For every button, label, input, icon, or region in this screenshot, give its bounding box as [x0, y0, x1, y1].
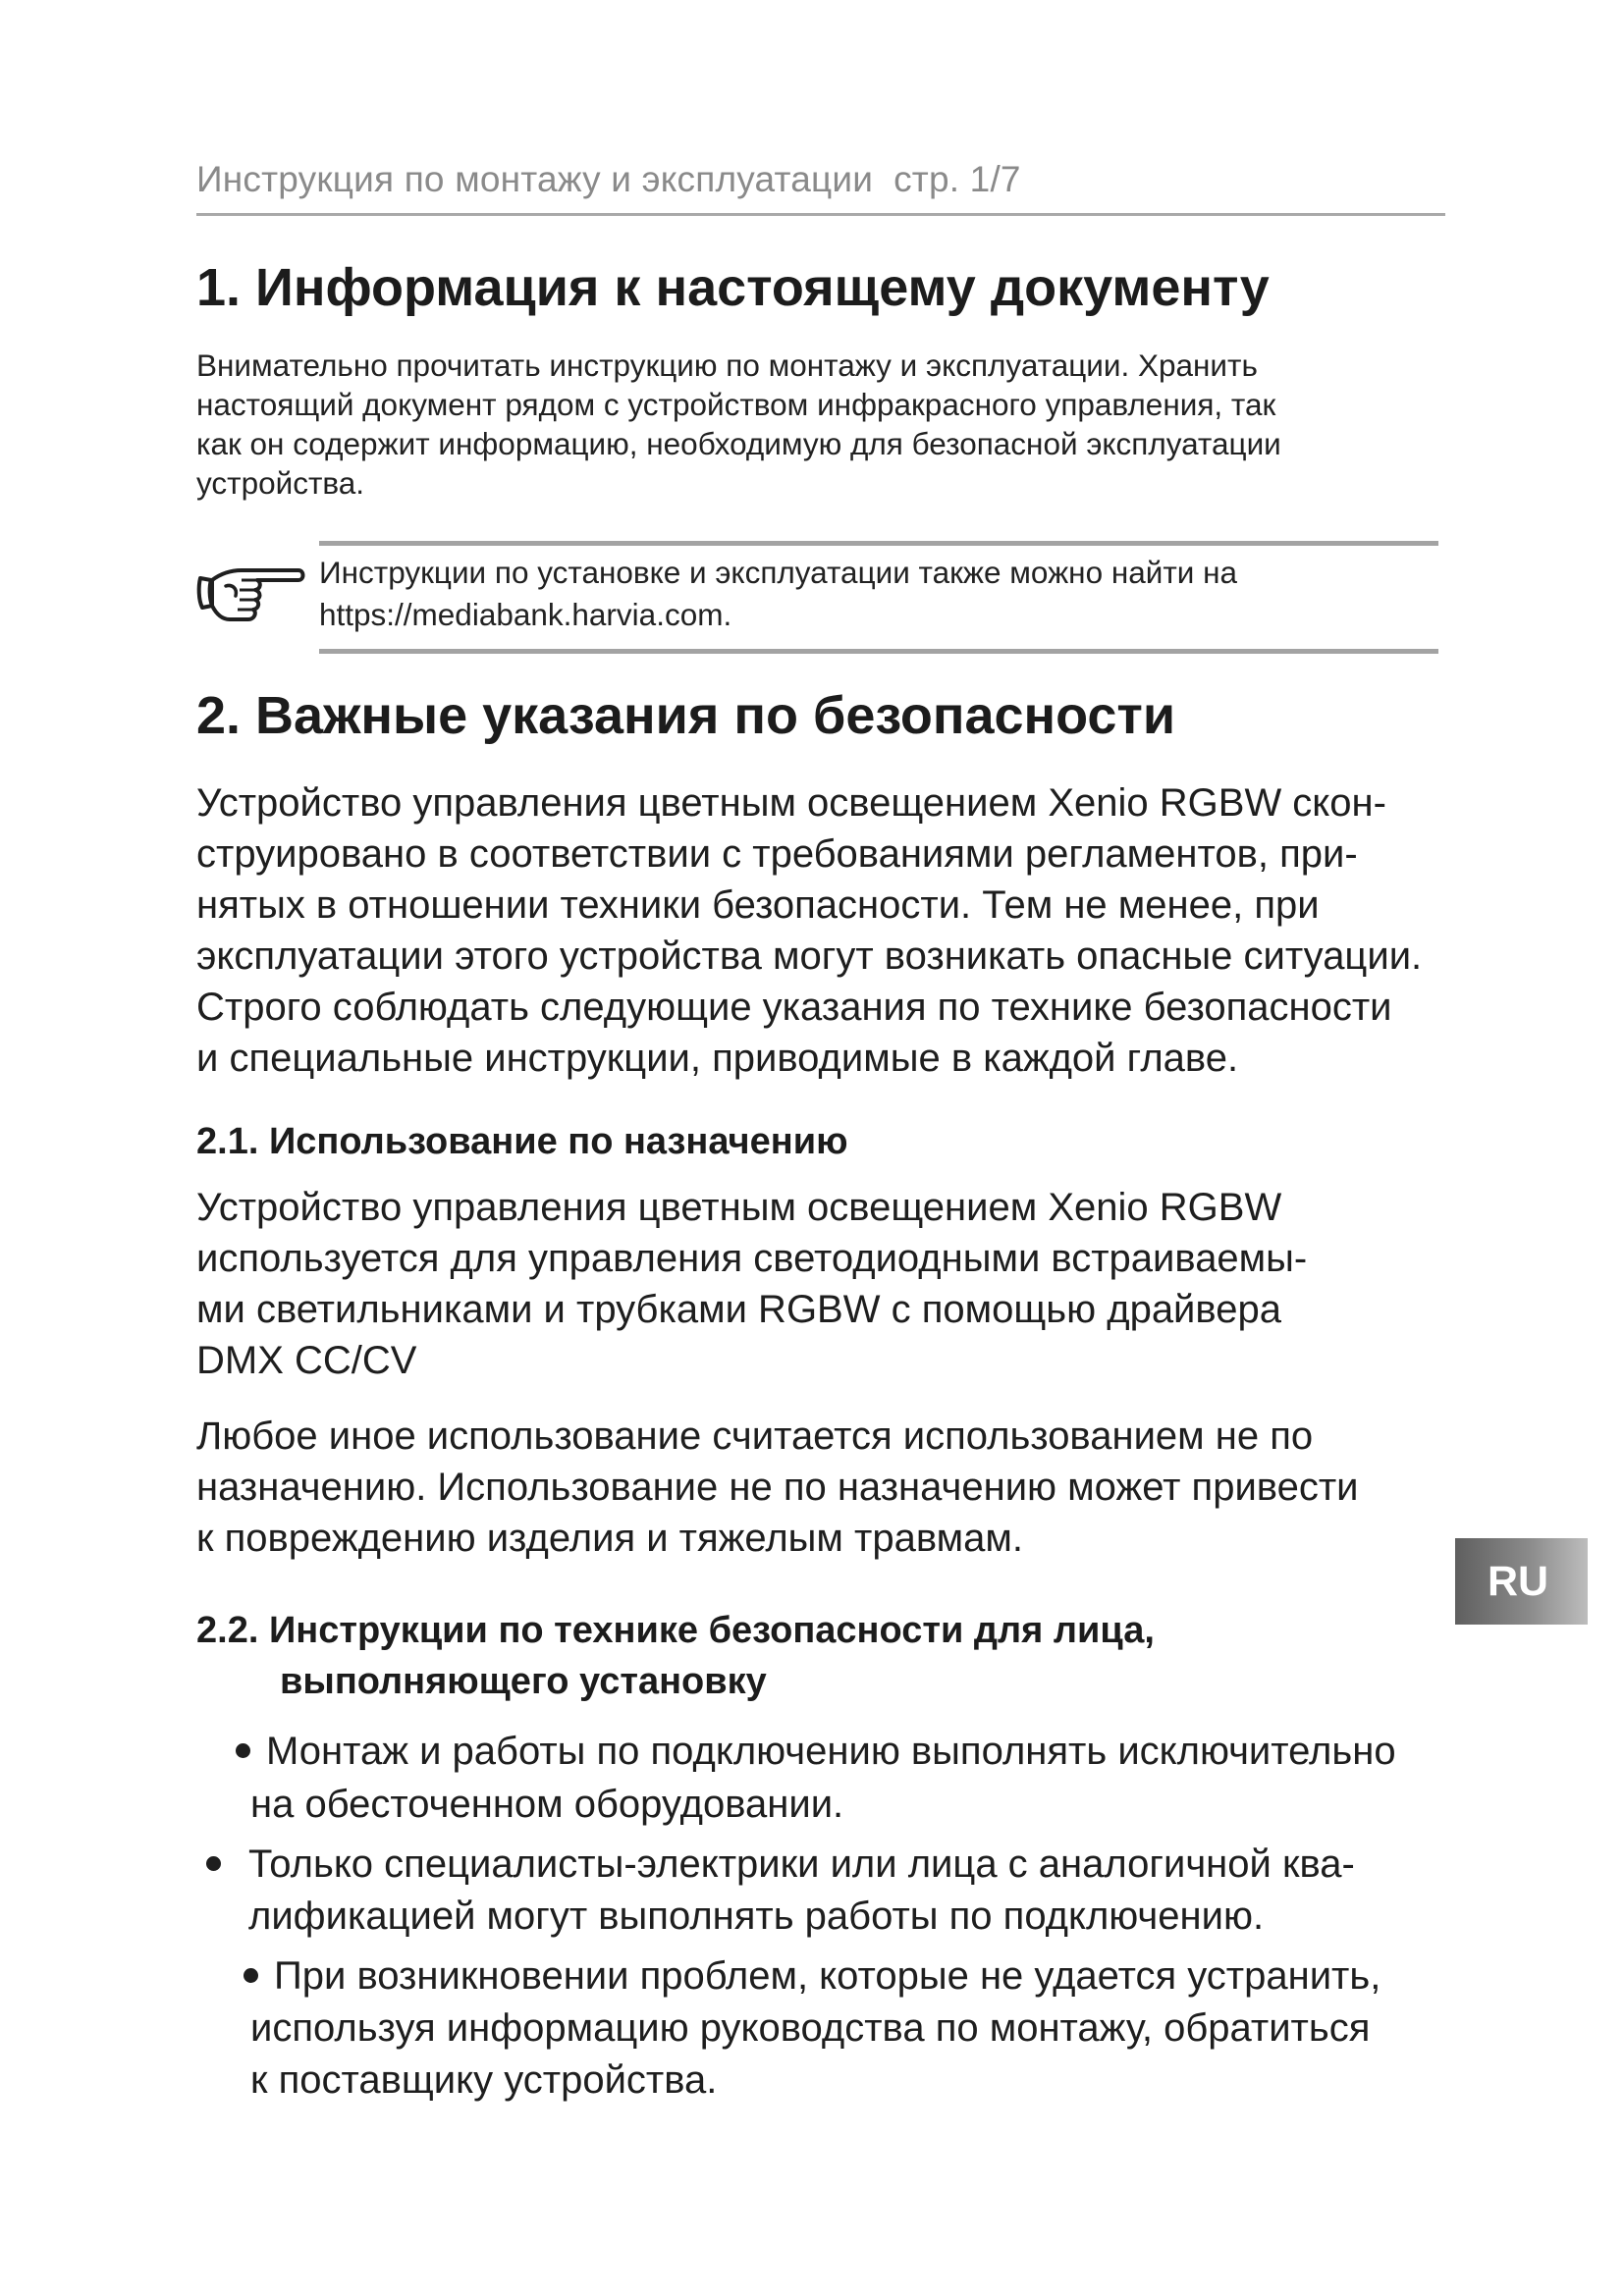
paragraph-line: Строго соблюдать следующие указания по технике безопасности — [196, 986, 1392, 1029]
paragraph-line: струировано в соответствии с требованиями регламентов, при- — [196, 832, 1358, 876]
paragraph-line: устройства. — [196, 465, 365, 501]
section-2-paragraph — [196, 777, 1473, 1084]
paragraph-line: ми светильниками и трубками RGBW с помощью драйвера — [196, 1288, 1281, 1331]
paragraph-line: и специальные инструкции, приводимые в каждой главе. — [196, 1037, 1239, 1080]
bullet-item-3-line-3: к поставщику устройства. — [250, 2058, 718, 2102]
bullet-text: При возникновении проблем, которые не удается устранить, — [274, 1954, 1381, 1998]
bullet-text: Только специалисты-электрики или лица с аналогичной ква- — [248, 1842, 1355, 1886]
section-1-paragraph — [196, 346, 1463, 503]
paragraph-line: назначению. Использование не по назначению может привести — [196, 1466, 1359, 1509]
section-1-title: 1. Информация к настоящему документу — [196, 258, 1270, 317]
note-line: Инструкции по установке и эксплуатации также можно найти на — [319, 555, 1238, 590]
header-divider — [196, 213, 1445, 216]
paragraph-line: к повреждению изделия и тяжелым травмам. — [196, 1517, 1024, 1560]
paragraph-line: используется для управления светодиодными встраиваемы- — [196, 1237, 1308, 1280]
note-top-rule — [319, 541, 1438, 546]
section-2-1-paragraph-1 — [196, 1182, 1473, 1386]
section-2-title: 2. Важные указания по безопасности — [196, 686, 1176, 745]
paragraph-line: как он содержит информацию, необходимую для безопасной эксплуатации — [196, 426, 1281, 461]
bullet-item-3-line-1 — [244, 1950, 1380, 2002]
pointing-hand-icon — [196, 557, 306, 625]
bullet-dot-icon — [236, 1743, 250, 1758]
note-link[interactable]: https://mediabank.harvia.com. — [319, 597, 732, 632]
paragraph-line: эксплуатации этого устройства могут возникать опасные ситуации. — [196, 934, 1423, 978]
section-2-2-title: 2.2. Инструкции по технике безопасности для лица, — [196, 1610, 1155, 1651]
bullet-item-2-line-1 — [206, 1839, 1355, 1890]
page-header: Инструкция по монтажу и эксплуатации стр. 1/7 — [196, 159, 1021, 199]
paragraph-line: Внимательно прочитать инструкцию по монтажу и эксплуатации. Хранить — [196, 347, 1258, 383]
bullet-text: Монтаж и работы по подключению выполнять исключительно — [266, 1730, 1396, 1773]
bullet-item-2-line-2: лификацией могут выполнять работы по подключению. — [248, 1895, 1265, 1938]
bullet-dot-icon — [244, 1968, 258, 1983]
paragraph-line: Любое иное использование считается использованием не по — [196, 1415, 1314, 1458]
note-text — [319, 552, 1448, 636]
bullet-item-3-line-2: используя информацию руководства по монтажу, обратиться — [250, 2006, 1371, 2050]
paragraph-line: нятых в отношении техники безопасности. Тем не менее, при — [196, 883, 1320, 927]
section-2-1-title: 2.1. Использование по назначению — [196, 1121, 848, 1162]
note-bottom-rule — [319, 649, 1438, 654]
paragraph-line: настоящий документ рядом с устройством инфракрасного управления, так — [196, 387, 1276, 422]
section-2-2-title-continued: выполняющего установку — [280, 1661, 767, 1702]
paragraph-line: Устройство управления цветным освещением Xenio RGBW скон- — [196, 781, 1386, 825]
bullet-item-1-line-2: на обесточенном оборудовании. — [250, 1783, 844, 1826]
language-tab-ru: RU — [1455, 1538, 1588, 1625]
bullet-dot-icon — [206, 1856, 221, 1871]
paragraph-line: Устройство управления цветным освещением Xenio RGBW — [196, 1186, 1282, 1229]
section-2-1-paragraph-2 — [196, 1411, 1473, 1564]
paragraph-line: DMX CC/CV — [196, 1339, 417, 1382]
bullet-item-1-line-1 — [236, 1726, 1396, 1777]
